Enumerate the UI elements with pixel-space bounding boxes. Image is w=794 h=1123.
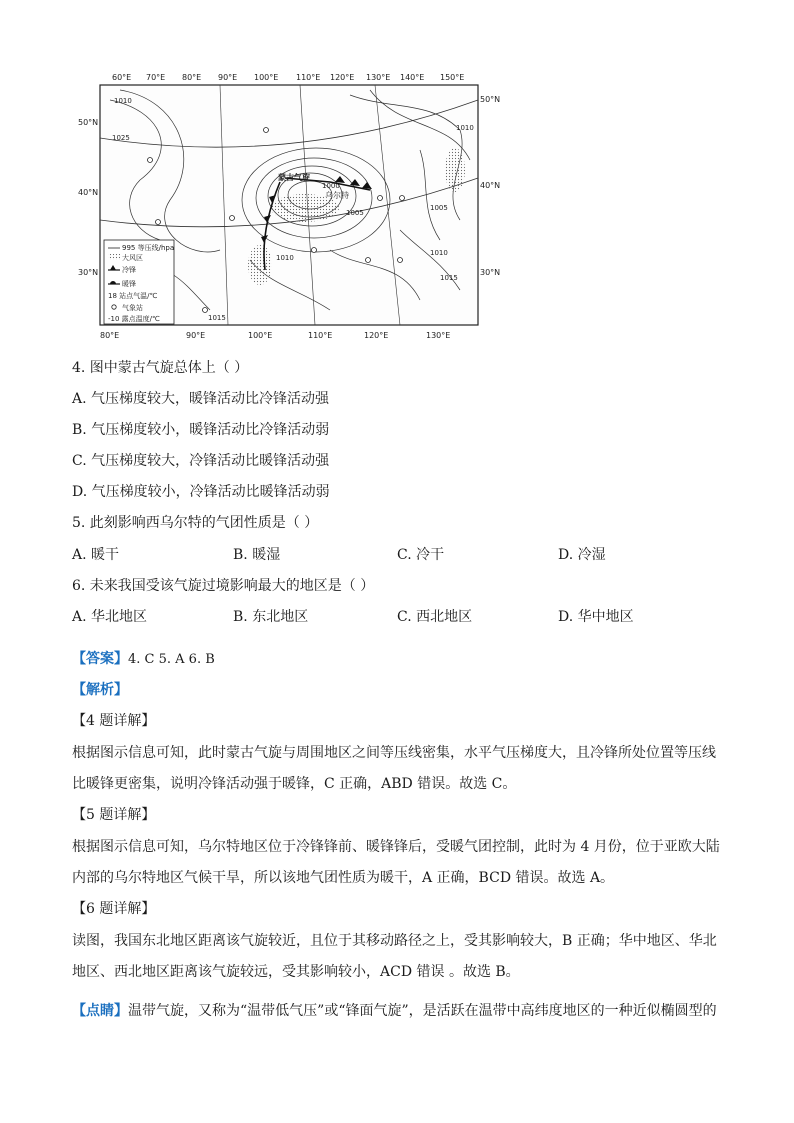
question-6-stem: 6. 未来我国受该气旋过境影响最大的地区是（ ） (72, 578, 375, 594)
lat-label: 30°N (480, 268, 501, 277)
legend-station: 气象站 (122, 304, 143, 312)
answer-text: 4. C 5. A 6. B (128, 652, 215, 667)
lon-label: 120°E (364, 331, 389, 340)
q4-detail-heading: 【4 题详解】 (72, 713, 156, 729)
legend-isobar: 995 等压线/hpa (122, 244, 175, 252)
note-paragraph (72, 996, 722, 1027)
isobar-value: 1010 (430, 249, 448, 257)
analysis-heading (72, 680, 128, 700)
q4-detail-text: 根据图示信息可知，此时蒙古气旋与周围地区之间等压线密集，水平气压梯度大，且冷锋所处位置等压线比暖锋更密集，说明冷锋活动强于暖锋，C 正确，ABD 错误。故选 C。 (72, 745, 716, 792)
isobar-value: 1005 (430, 204, 448, 212)
legend-station-temp: 18 站点气温/℃ (108, 292, 158, 300)
lon-label: 100°E (254, 73, 279, 82)
isobar-value: 1015 (440, 274, 458, 282)
question-4-stem: 4. 图中蒙古气旋总体上（ ） (72, 360, 249, 376)
lat-label: 30°N (78, 268, 99, 277)
analysis-tag: 【解析】 (72, 682, 128, 698)
weather-map-figure (78, 70, 501, 345)
question-5-option-b: B. 暖湿 (233, 547, 281, 563)
lon-label: 60°E (112, 73, 132, 82)
question-6-option-b: B. 东北地区 (233, 609, 309, 625)
isobar-map (78, 70, 501, 345)
note-text: 温带气旋，又称为“温带低气压”或“锋面气旋”，是活跃在温带中高纬度地区的一种近似椭圆型的 (128, 1003, 717, 1019)
lat-label: 50°N (480, 95, 501, 104)
lon-label: 100°E (248, 331, 273, 340)
lon-label: 140°E (400, 73, 425, 82)
lon-label: 80°E (182, 73, 202, 82)
question-4-option-b: B. 气压梯度较小，暖锋活动比冷锋活动弱 (72, 422, 330, 438)
lon-label: 110°E (296, 73, 321, 82)
isobar-value: 1010 (456, 124, 474, 132)
lon-label: 110°E (308, 331, 333, 340)
legend-wind: 大风区 (122, 254, 143, 262)
q5-detail-heading: 【5 题详解】 (72, 807, 156, 823)
question-5-option-c: C. 冷干 (397, 547, 445, 563)
isobar-value: 1015 (208, 314, 226, 322)
q6-detail-heading: 【6 题详解】 (72, 901, 156, 917)
isobar-value: 1000 (322, 182, 340, 190)
answer-line (72, 649, 215, 670)
lon-label: 90°E (218, 73, 238, 82)
lon-label: 150°E (440, 73, 465, 82)
place-ulaanbaatar: 乌尔特 (325, 191, 349, 200)
question-4-option-c: C. 气压梯度较大，冷锋活动比暖锋活动强 (72, 453, 330, 469)
question-5-option-d: D. 冷湿 (558, 547, 606, 563)
isobar-value: 1010 (276, 254, 294, 262)
lon-label: 130°E (366, 73, 391, 82)
lat-label: 50°N (78, 118, 99, 127)
q6-detail-text: 读图，我国东北地区距离该气旋较近，且位于其移动路径之上，受其影响较大，B 正确；华中地区、华北地区、西北地区距离该气旋较远，受其影响较小，ACD 错误 。故选 B。 (72, 933, 717, 980)
note-tag: 【点睛】 (72, 1003, 128, 1019)
lon-label: 120°E (330, 73, 355, 82)
answer-tag: 【答案】 (72, 651, 128, 667)
q5-detail-text: 根据图示信息可知，乌尔特地区位于冷锋锋前、暖锋锋后，受暖气团控制，此时为 4 月份，位于亚欧大陆内部的乌尔特地区气候干旱，所以该地气团性质为暖干，A 正确，BCD 错误。故选 A。 (72, 839, 720, 886)
question-5-option-a: A. 暖干 (72, 547, 120, 563)
lat-label: 40°N (78, 188, 99, 197)
question-6-option-d: D. 华中地区 (558, 609, 634, 625)
isobar-value: 1025 (112, 134, 130, 142)
question-4-option-d: D. 气压梯度较小，冷锋活动比暖锋活动弱 (72, 484, 330, 500)
isobar-value: 1010 (114, 97, 132, 105)
legend-warm-front: 暖锋 (122, 280, 136, 288)
place-mongolia-cyclone: 蒙古气旋 (278, 173, 310, 182)
lon-label: 130°E (426, 331, 451, 340)
map-legend (104, 240, 174, 324)
legend-dew-point: -10 露点温度/℃ (108, 315, 160, 323)
legend-cold-front: 冷锋 (122, 266, 136, 274)
question-4-option-a: A. 气压梯度较大，暖锋活动比冷锋活动强 (72, 391, 330, 407)
question-6-option-a: A. 华北地区 (72, 609, 148, 625)
lat-label: 40°N (480, 181, 501, 190)
lon-label: 80°E (100, 331, 120, 340)
question-5-stem: 5. 此刻影响西乌尔特的气团性质是（ ） (72, 515, 319, 531)
lon-label: 70°E (146, 73, 166, 82)
lon-label: 90°E (186, 331, 206, 340)
question-6-option-c: C. 西北地区 (397, 609, 473, 625)
isobar-value: 1005 (346, 209, 364, 217)
